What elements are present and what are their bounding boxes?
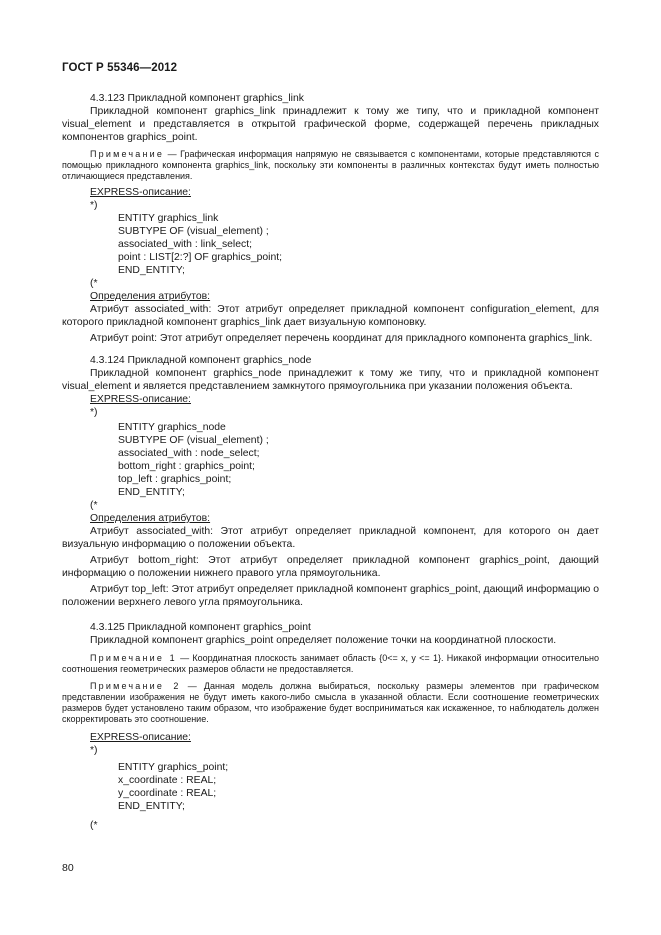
paragraph: Прикладной компонент graphics_link принадлежит к тому же типу, что и прикладной компонент visual_element и представляется в открытой графической форме, содержащей перечень прикладных компонентов graphics_point. xyxy=(62,106,599,143)
note-text: — Графическая информация напрямую не связывается с компонентами, которые представляются с помощью прикладного компонента graphics_link, поскольку эти компоненты в различных контекстах будут иметь полностью отличающиеся представления. xyxy=(62,149,599,181)
document-header: ГОСТ Р 55346—2012 xyxy=(62,62,178,74)
section-graphics-link xyxy=(62,92,599,345)
code-line: bottom_right : graphics_point; xyxy=(118,461,255,472)
paragraph: Прикладной компонент graphics_node принадлежит к тому же типу, что и прикладной компонент visual_element и является представлением замкнутого прямоугольника при указании положения объекта. xyxy=(62,368,599,392)
section-heading: 4.3.125 Прикладной компонент graphics_point xyxy=(90,622,311,633)
code-open: *) xyxy=(90,407,98,418)
note xyxy=(62,149,599,182)
code-line: ENTITY graphics_point; xyxy=(118,762,229,773)
code-line: ENTITY graphics_link xyxy=(118,213,219,224)
code-line: associated_with : link_select; xyxy=(118,239,252,250)
page-number: 80 xyxy=(62,862,74,874)
note-label: Примечание xyxy=(90,149,165,159)
page-content xyxy=(62,92,599,832)
section-heading: 4.3.124 Прикладной компонент graphics_node xyxy=(90,355,312,366)
attribute-definition: Атрибут point: Этот атрибут определяет перечень координат для прикладного компонента graphics_link. xyxy=(90,333,593,344)
code-line: y_coordinate : REAL; xyxy=(118,788,217,799)
attribute-definition: Атрибут bottom_right: Этот атрибут определяет прикладной компонент graphics_point, дающий информацию о положении нижнего правого угла прямоугольника. xyxy=(62,555,599,579)
code-line: ENTITY graphics_node xyxy=(118,422,226,433)
code-line: associated_with : node_select; xyxy=(118,448,260,459)
code-line: END_ENTITY; xyxy=(118,265,185,276)
note-label: Примечание 1 xyxy=(90,653,177,663)
code-open: *) xyxy=(90,745,98,756)
code-close: (* xyxy=(90,500,98,511)
attribute-definitions-label: Определения атрибутов: xyxy=(90,513,211,524)
express-label: EXPRESS-описание: xyxy=(90,394,191,405)
attribute-definition: Атрибут associated_with: Этот атрибут определяет прикладной компонент configuration_element, для которого прикладной компонент graphics_link дает визуальную компоновку. xyxy=(62,304,599,328)
code-line: SUBTYPE OF (visual_element) ; xyxy=(118,226,269,237)
express-label: EXPRESS-описание: xyxy=(90,187,191,198)
paragraph: Прикладной компонент graphics_point определяет положение точки на координатной плоскости. xyxy=(90,635,557,646)
code-line: END_ENTITY; xyxy=(118,801,185,812)
code-line: SUBTYPE OF (visual_element) ; xyxy=(118,435,269,446)
code-close: (* xyxy=(90,278,98,289)
attribute-definitions-label: Определения атрибутов: xyxy=(90,291,211,302)
attribute-definition: Атрибут top_left: Этот атрибут определяет прикладной компонент graphics_point, дающий информацию о положении верхнего левого угла прямоугольника. xyxy=(62,584,599,608)
note xyxy=(62,681,599,725)
section-graphics-node xyxy=(62,354,599,609)
code-line: x_coordinate : REAL; xyxy=(118,775,217,786)
note-text: — Данная модель должна выбираться, поскольку размеры элементов при графическом представлении изображения не будут иметь какого-либо смысла в указанной области. Если соотношение геометрических размеров будет установлено таким образом, что изображение будет восприниматься как искаженное, то наблюдатель должен скорректировать это соотношение. xyxy=(62,681,599,724)
note xyxy=(62,653,599,675)
code-line: point : LIST[2:?] OF graphics_point; xyxy=(118,252,283,263)
note-label: Примечание 2 xyxy=(90,681,181,691)
attribute-definition: Атрибут associated_with: Этот атрибут определяет прикладной компонент, для которого он дает визуальную информацию о положении объекта. xyxy=(62,526,599,550)
express-label: EXPRESS-описание: xyxy=(90,732,191,743)
section-heading: 4.3.123 Прикладной компонент graphics_link xyxy=(90,93,304,104)
code-line: END_ENTITY; xyxy=(118,487,185,498)
note-text: — Координатная плоскость занимает область {0<= x, y <= 1}. Никакой информации относительно соотношения геометрических размеров области не предоставляется. xyxy=(62,653,599,674)
code-line: top_left : graphics_point; xyxy=(118,474,232,485)
code-close: (* xyxy=(90,820,98,831)
section-graphics-point xyxy=(62,621,599,832)
code-open: *) xyxy=(90,200,98,211)
